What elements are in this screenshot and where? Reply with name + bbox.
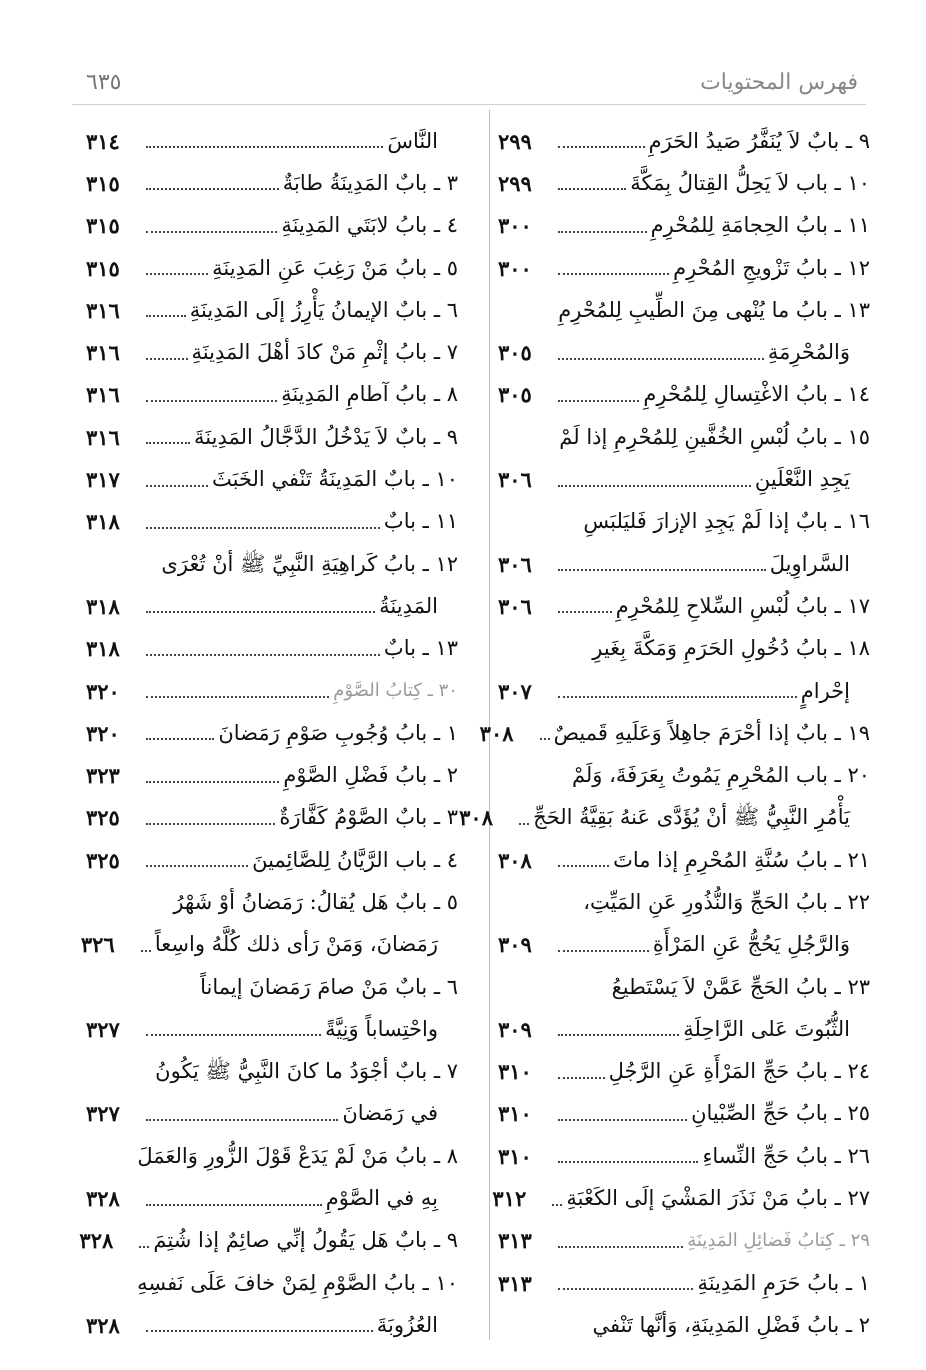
toc-entry-title: ١٣ ـ بابٌ	[383, 636, 458, 661]
toc-entry	[86, 881, 458, 923]
toc-entry-page: ٣٢٨	[86, 1186, 120, 1212]
toc-leader-dots	[558, 231, 647, 233]
toc-entry	[86, 1262, 458, 1304]
toc-entry-title: ٨ ـ بابُ آطامِ المَدِينَةِ	[281, 382, 458, 407]
toc-entry-page: ٣٠٨	[498, 847, 532, 873]
toc-entry-page: ٣١٤	[86, 128, 120, 154]
toc-entry-page: ٣٢٠	[86, 720, 120, 746]
toc-entry-title: ٦ ـ بابٌ مَنْ صامَ رَمَضانَ إيماناً	[200, 974, 458, 999]
toc-entry-page: ٣١٠	[498, 1101, 532, 1127]
toc-entry	[86, 120, 458, 162]
toc-leader-dots	[558, 1119, 687, 1121]
toc-entry	[86, 416, 458, 458]
toc-entry	[86, 585, 458, 627]
toc-entry	[86, 1177, 458, 1219]
toc-entry-title: السَّراوِيلَ	[769, 551, 850, 576]
toc-leader-dots	[558, 611, 612, 613]
page-header	[86, 66, 858, 102]
toc-entry-title: ١٠ ـ بابُ الصَّوْمِ لِمَنْ خافَ عَلَى نَفسِهِ	[137, 1270, 458, 1295]
toc-entry-page: ٣٢٥	[86, 847, 120, 873]
toc-entry-page: ٣١٨	[86, 636, 120, 662]
toc-leader-dots	[558, 569, 766, 571]
toc-entry	[498, 585, 870, 627]
toc-leader-dots	[146, 654, 380, 656]
toc-entry-title: ٢ ـ بابُ فَضْلِ الصَّوْمِ	[283, 763, 458, 788]
toc-entry-title: في رَمَضانَ	[342, 1101, 438, 1126]
toc-leader-dots	[146, 273, 208, 275]
toc-entry-page: ٢٩٩	[498, 128, 532, 154]
toc-entry-page: ٣١٠	[498, 1059, 532, 1085]
toc-entry-page: ٣٠٠	[498, 213, 532, 239]
toc-entry-page: ٣٠٥	[498, 382, 532, 408]
toc-entry	[86, 162, 458, 204]
toc-entry-title: ١٣ ـ بابُ ما يُنْهى مِنَ الطِّيبِ لِلمُحْرِمِ	[558, 297, 870, 322]
toc-leader-dots	[558, 1034, 679, 1036]
toc-leader-dots	[146, 738, 214, 740]
toc-entry	[86, 247, 458, 289]
toc-entry-title: ٣ ـ بابٌ الصَّوْمُ كَفَّارَةٌ	[279, 805, 458, 830]
toc-entry	[86, 628, 458, 670]
toc-entry	[86, 1093, 458, 1135]
toc-entry	[86, 1135, 458, 1177]
toc-entry-page: ٣١٥	[86, 213, 120, 239]
toc-entry	[86, 1304, 458, 1346]
toc-entry-page: ٣٠٠	[498, 255, 532, 281]
toc-entry	[498, 881, 870, 923]
toc-entry	[86, 712, 458, 754]
toc-entry	[498, 1135, 870, 1177]
toc-section-heading	[86, 670, 458, 712]
toc-entry-title: ١٤ ـ بابُ الاغْتِسالِ لِلمُحْرِمِ	[643, 382, 870, 407]
toc-entry-page: ٣٢٨	[79, 1228, 114, 1254]
toc-entry-title: ٢٥ ـ بابُ حَجِّ الصِّبْيانِ	[691, 1101, 870, 1126]
toc-entry	[86, 1008, 458, 1050]
toc-entry-title: ٧ ـ بابٌ أجْوَدُ ما كانَ النَّبِيُّ ﷺ يَكُونُ	[155, 1059, 458, 1084]
toc-leader-dots	[146, 1119, 338, 1121]
toc-entry-title: ٢٧ ـ بابُ مَنْ نَذَرَ المَشْيَ إلَى الكَعْبَةِ	[566, 1186, 870, 1211]
toc-entry	[86, 1051, 458, 1093]
toc-leader-dots	[146, 1330, 373, 1332]
toc-entry	[498, 1008, 870, 1050]
toc-entry-title: ٢١ ـ بابُ سُنَّةِ المُحْرِمِ إذا ماتَ	[613, 847, 870, 872]
toc-entry	[86, 797, 458, 839]
header-rule	[72, 104, 866, 105]
toc-leader-dots	[146, 188, 279, 190]
toc-entry-title: يَجِدِ النَّعْلَينِ	[754, 467, 850, 492]
toc-entry-page: ٣٠٦	[498, 593, 532, 619]
toc-entry	[86, 458, 458, 500]
toc-entry	[86, 543, 458, 585]
toc-entry-page: ٣١٣	[498, 1228, 532, 1254]
toc-leader-dots	[146, 823, 275, 825]
toc-leader-dots	[146, 611, 375, 613]
toc-entry-title: ٦ ـ بابٌ الإيمانُ يَأْرِزُ إلَى المَدِينَةِ	[189, 297, 458, 322]
toc-entry	[498, 1093, 870, 1135]
toc-leader-dots	[146, 1204, 322, 1206]
toc-entry-title: ٧ ـ بابُ إثْمِ مَنْ كادَ أهْلَ المَدِينَةِ	[191, 340, 458, 365]
toc-column-left	[79, 120, 458, 1347]
toc-entry	[498, 289, 870, 331]
toc-entry	[86, 754, 458, 796]
toc-leader-dots	[146, 781, 279, 783]
toc-leader-dots	[558, 696, 797, 698]
toc-entry-title: ٩ ـ بابٌ لاَ يَدْخُلُ الدَّجَّالُ المَدِينَةَ	[194, 424, 458, 449]
toc-entry	[498, 966, 870, 1008]
toc-entry-title: ١٥ ـ بابُ لُبْسِ الخُفَّينِ لِلمُحْرِمِ إذا لَمْ	[559, 424, 870, 449]
toc-entry	[86, 374, 458, 416]
toc-entry-title: ١٦ ـ بابٌ إذا لَمْ يَجِدِ الإزارَ فَليَلبَسِ	[583, 509, 870, 534]
toc-leader-dots	[558, 188, 626, 190]
toc-leader-dots	[558, 273, 669, 275]
toc-leader-dots	[558, 485, 751, 487]
toc-leader-dots	[146, 485, 208, 487]
toc-entry	[498, 1051, 870, 1093]
toc-entry-page: ٣١٨	[86, 509, 120, 535]
toc-leader-dots	[146, 231, 277, 233]
toc-entry-page: ٣١٨	[86, 593, 120, 619]
toc-leader-dots	[146, 865, 248, 867]
toc-entry-title: ٢٢ ـ بابُ الحَجِّ وَالنُّذُورِ عَنِ المَيِّتِ،	[583, 889, 870, 914]
toc-entry-title: ١١ ـ بابٌ	[383, 509, 458, 534]
toc-entry-page: ٢٩٩	[498, 170, 532, 196]
toc-entry-title: ١١ ـ بابُ الحِجامَةِ لِلمُحْرِمِ	[650, 213, 870, 238]
toc-entry-page: ٣١٦	[86, 340, 120, 366]
toc-leader-dots	[558, 1077, 605, 1079]
toc-entry	[86, 205, 458, 247]
toc-entry	[492, 1177, 870, 1219]
toc-entry-page: ٣٠٧	[498, 678, 532, 704]
toc-entry-title: ٤ ـ باب الرَّيَّانُ لِلصَّائِمينَ	[252, 847, 458, 872]
toc-entry	[80, 924, 458, 966]
toc-entry-title: العُزُوبَةَ	[376, 1312, 438, 1337]
toc-entry-page: ٣٢٣	[86, 763, 120, 789]
toc-entry-title: ١ ـ بابُ وُجُوبِ صَوْمِ رَمَضانَ	[218, 720, 458, 745]
toc-entry-title: ٢٠ ـ باب المُحْرِمِ يَمُوتُ بِعَرَفَةَ، وَلَمْ	[571, 763, 870, 788]
toc-entry-title: وَالرَّجُلِ يَحُجُّ عَنِ المَرْأَةِ	[652, 932, 850, 957]
toc-entry-page: ٣٢٠	[86, 678, 120, 704]
toc-column-right	[459, 120, 870, 1347]
toc-leader-dots	[146, 1034, 321, 1036]
toc-entry-title: ٩ ـ بابٌ هَل يَقُولُ إنِّي صائِمٌ إذا شُتِمَ	[153, 1228, 458, 1253]
toc-entry-title: ١٢ ـ بابُ كَراهِيَةِ النَّبِيِّ ﷺ أنْ تُعْرَى	[161, 551, 458, 576]
toc-leader-dots	[146, 315, 186, 317]
toc-entry	[498, 543, 870, 585]
toc-entry-page: ٣٢٥	[86, 805, 120, 831]
toc-leader-dots	[146, 442, 190, 444]
toc-entry	[86, 331, 458, 373]
toc-entry	[498, 924, 870, 966]
toc-entry	[498, 331, 870, 373]
toc-entry-page: ٣٢٧	[86, 1101, 120, 1127]
toc-entry-page: ٣٠٥	[498, 340, 532, 366]
toc-leader-dots	[558, 1288, 693, 1290]
toc-entry-title: ١٩ ـ بابٌ إذا أحْرَمَ جاهِلاً وَعَلَيهِ قَميصٌ	[553, 720, 870, 745]
toc-entry-title: بِهِ في الصَّوْمِ	[325, 1186, 438, 1211]
toc-leader-dots	[540, 738, 550, 740]
toc-entry	[498, 120, 870, 162]
toc-entry-page: ٣١٣	[498, 1270, 532, 1296]
toc-entry-page: ٣٠٨	[459, 805, 493, 831]
toc-entry-title: يَأْمُرِ النَّبِيُّ ﷺ أنْ يُؤَدَّى عَنهُ بَقِيَّةُ الحَجِّ	[533, 805, 850, 830]
toc-entry-title: ٣ ـ بابٌ المَدِينَةُ طابَةٌ	[282, 170, 458, 195]
toc-entry	[498, 839, 870, 881]
toc-entry-title: ٤ ـ بابُ لابَتَي المَدِينَةِ	[281, 213, 458, 238]
toc-leader-dots	[141, 950, 151, 952]
toc-entry-title: إحْرامٍ	[800, 678, 850, 703]
toc-entry-title: ٩ ـ بابٌ لاَ يُنَفَّرُ صَيدُ الحَرَمِ	[648, 128, 870, 153]
toc-entry-page: ٣٠٨	[479, 720, 514, 746]
toc-entry-page: ٣٢٨	[86, 1312, 120, 1338]
toc-leader-dots	[146, 696, 329, 698]
toc-leader-dots	[519, 823, 529, 825]
toc-entry-page: ٣١٦	[86, 424, 120, 450]
toc-leader-dots	[558, 400, 639, 402]
toc-entry	[498, 1262, 870, 1304]
running-title: فهرس المحتويات	[700, 70, 858, 95]
toc-entry	[498, 162, 870, 204]
toc-leader-dots	[558, 1246, 683, 1248]
toc-entry-page: ٣١٢	[492, 1186, 527, 1212]
toc-entry-title: ١٢ ـ بابُ تَزْويجِ المُحْرِمِ	[673, 255, 870, 280]
toc-entry	[498, 458, 870, 500]
toc-leader-dots	[558, 146, 645, 148]
toc-entry	[86, 966, 458, 1008]
toc-entry-page: ٣٢٧	[86, 1016, 120, 1042]
toc-entry	[86, 839, 458, 881]
toc-entry	[498, 501, 870, 543]
toc-entry-title: ١ ـ بابُ حَرَمِ المَدِينَةِ	[697, 1270, 870, 1295]
toc-entry-page: ٣١٦	[86, 382, 120, 408]
toc-entry	[498, 374, 870, 416]
toc-leader-dots	[558, 950, 649, 952]
toc-entry	[498, 416, 870, 458]
toc-entry-page: ٣١٦	[86, 297, 120, 323]
toc-leader-dots	[146, 358, 188, 360]
toc-entry	[459, 797, 870, 839]
toc-entry	[498, 247, 870, 289]
toc-entry-page: ٣٢٦	[80, 932, 115, 958]
toc-entry-title: واحْتِساباً وَنِيَّةً	[325, 1016, 438, 1041]
toc-entry	[498, 1304, 870, 1346]
toc-entry-title: رَمَضانَ، وَمَنْ رَأى ذلك كُلَّهُ واسِعاً	[154, 932, 438, 957]
toc-leader-dots	[558, 1161, 698, 1163]
toc-entry-title: المَدِينَةُ	[379, 593, 438, 618]
toc-entry-title: ١٠ ـ بابٌ المَدِينَةُ تَنْفي الخَبَثَ	[212, 467, 458, 492]
toc-entry-page: ٣٠٩	[498, 932, 532, 958]
toc-entry-title: ٣٠ ـ كِتابُ الصَّوْمِ	[333, 680, 458, 701]
toc-leader-dots	[558, 865, 609, 867]
toc-entry-title: الثُّبُوتَ عَلى الرَّاحِلَةِ	[683, 1016, 850, 1041]
toc-leader-dots	[139, 1246, 149, 1248]
toc-entry-page: ٣٠٦	[498, 467, 532, 493]
toc-entry	[498, 628, 870, 670]
toc-leader-dots	[146, 146, 383, 148]
toc-entry	[498, 205, 870, 247]
toc-entry-title: ١٠ ـ باب لاَ يَحِلُّ القِتالُ بِمَكَّةَ	[630, 170, 870, 195]
toc-entry-page: ٣٠٩	[498, 1016, 532, 1042]
toc-entry-title: ٥ ـ بابُ مَنْ رَغِبَ عَنِ المَدِينَةِ	[212, 255, 458, 280]
toc-entry-title: ٢٦ ـ بابُ حَجِّ النِّساءِ	[702, 1143, 870, 1168]
toc-entry-page: ٣١٥	[86, 170, 120, 196]
toc-entry-page: ٣١٧	[86, 467, 120, 493]
toc-leader-dots	[552, 1204, 562, 1206]
toc-section-heading	[498, 1220, 870, 1262]
toc-entry	[498, 754, 870, 796]
toc-entry-title: ٢ ـ بابُ فَضْلِ المَدِينَةِ، وَأنَّها تَنْفي	[592, 1312, 870, 1337]
toc-entry-title: ٥ ـ بابٌ هَل يُقالُ: رَمَضانُ أوْ شَهْرُ	[173, 889, 458, 914]
toc-entry-title: ٨ ـ بابُ مَنْ لَمْ يَدَعْ قَوْلَ الزُّورِ وَالعَمَلَ	[137, 1143, 458, 1168]
toc-entry	[479, 712, 870, 754]
toc-entry-title: ١٨ ـ بابُ دُخُولِ الحَرَمِ وَمَكَّةَ بِغَيرِ	[592, 636, 870, 661]
page-number: ٦٣٥	[86, 70, 122, 95]
toc-leader-dots	[558, 358, 764, 360]
toc-entry-title: ١٧ ـ بابُ لُبْسِ السِّلاحِ لِلمُحْرِمِ	[615, 593, 870, 618]
toc-entry-page: ٣٠٦	[498, 551, 532, 577]
toc-entry-title: ٢٤ ـ بابُ حَجِّ المَرْأَةِ عَنِ الرَّجُلِ	[608, 1059, 870, 1084]
toc-leader-dots	[146, 400, 277, 402]
toc-entry	[86, 501, 458, 543]
toc-entry-title: النَّاسَ	[387, 128, 438, 153]
toc-entry	[86, 289, 458, 331]
toc-entry	[498, 670, 870, 712]
toc-entry-page: ٣١٠	[498, 1143, 532, 1169]
toc-entry	[79, 1220, 458, 1262]
toc-entry-title: ٢٣ ـ بابُ الحَجِّ عَمَّنْ لاَ يَسْتَطيعُ	[611, 974, 870, 999]
toc-entry-page: ٣١٥	[86, 255, 120, 281]
toc-entry-title: وَالمُحْرِمَةِ	[767, 340, 850, 365]
toc-entry-title: ٢٩ ـ كِتابُ فَضائِلِ المَدِينَةِ	[687, 1229, 870, 1251]
toc-leader-dots	[146, 527, 380, 529]
